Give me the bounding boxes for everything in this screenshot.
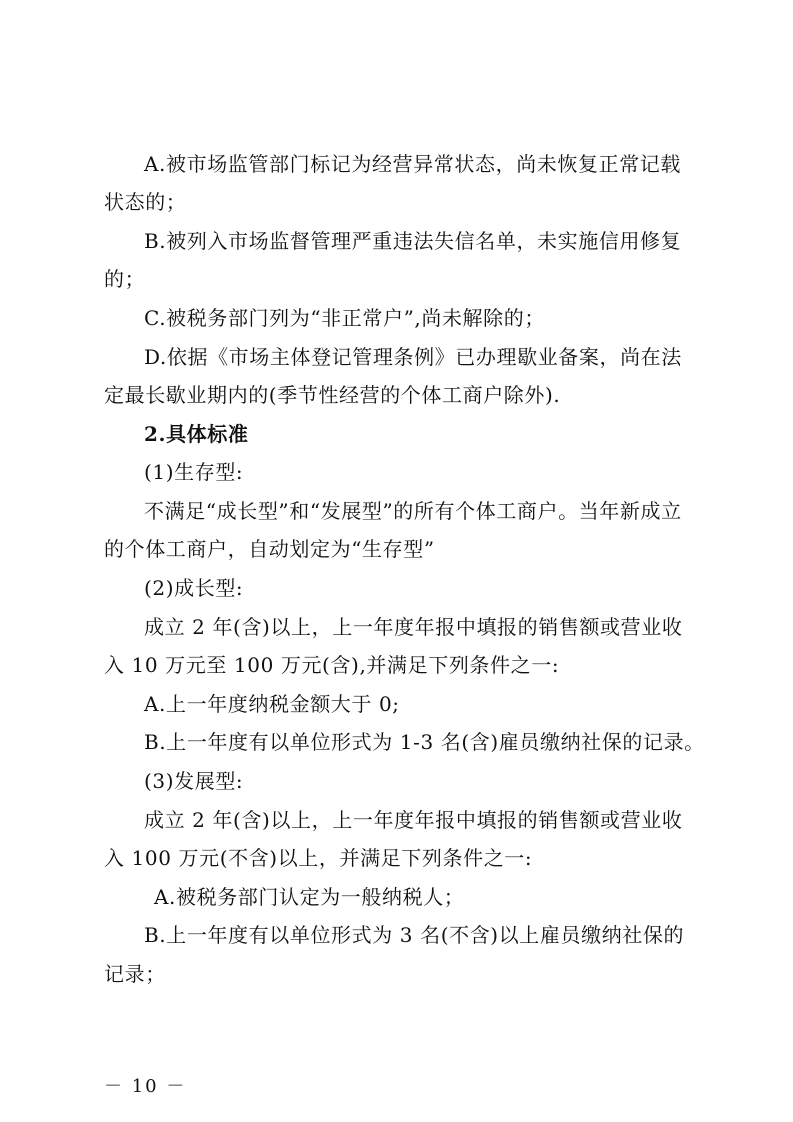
text-line: 记录； <box>104 962 166 986</box>
text-line: 成立 2 年(含)以上，上一年度年报中填报的销售额或营业收 <box>144 615 683 639</box>
text-line: 的； <box>104 267 146 291</box>
page-number: － 10 － <box>104 1076 187 1097</box>
text-line: A.上一年度纳税金额大于 0; <box>144 692 400 716</box>
text-line: A.被市场监管部门标记为经营异常状态，尚未恢复正常记载 <box>144 152 682 176</box>
text-line: B.上一年度有以单位形式为 1-3 名(含)雇员缴纳社保的记录。 <box>144 730 705 754</box>
text-line: 入 10 万元至 100 万元(含),并满足下列条件之一: <box>104 653 560 677</box>
text-line: (2)成长型: <box>144 576 244 600</box>
text-line: 定最长歇业期内的(季节性经营的个体工商户除外). <box>104 383 561 407</box>
text-line: (1)生存型: <box>144 460 244 484</box>
text-line: A.被税务部门认定为一般纳税人； <box>154 885 465 909</box>
text-line: 不满足“成长型”和“发展型”的所有个体工商户。当年新成立 <box>144 499 682 523</box>
text-line: 状态的； <box>104 190 187 214</box>
text-line: 的个体工商户，自动划定为“生存型” <box>104 537 435 561</box>
section-heading: 2.具体标准 <box>144 422 249 446</box>
text-line: 成立 2 年(含)以上，上一年度年报中填报的销售额或营业收 <box>144 808 683 832</box>
text-line: B.上一年度有以单位形式为 3 名(不含)以上雇员缴纳社保的 <box>144 923 685 947</box>
text-line: 入 100 万元(不含)以上，并满足下列条件之一: <box>104 846 533 870</box>
text-line: C.被税务部门列为“非正常户”,尚未解除的； <box>144 306 545 330</box>
text-line: D.依据《市场主体登记管理条例》已办理歇业备案，尚在法 <box>144 345 682 369</box>
text-line: (3)发展型: <box>144 769 244 793</box>
text-line: B.被列入市场监督管理严重违法失信名单，未实施信用修复 <box>144 229 682 253</box>
